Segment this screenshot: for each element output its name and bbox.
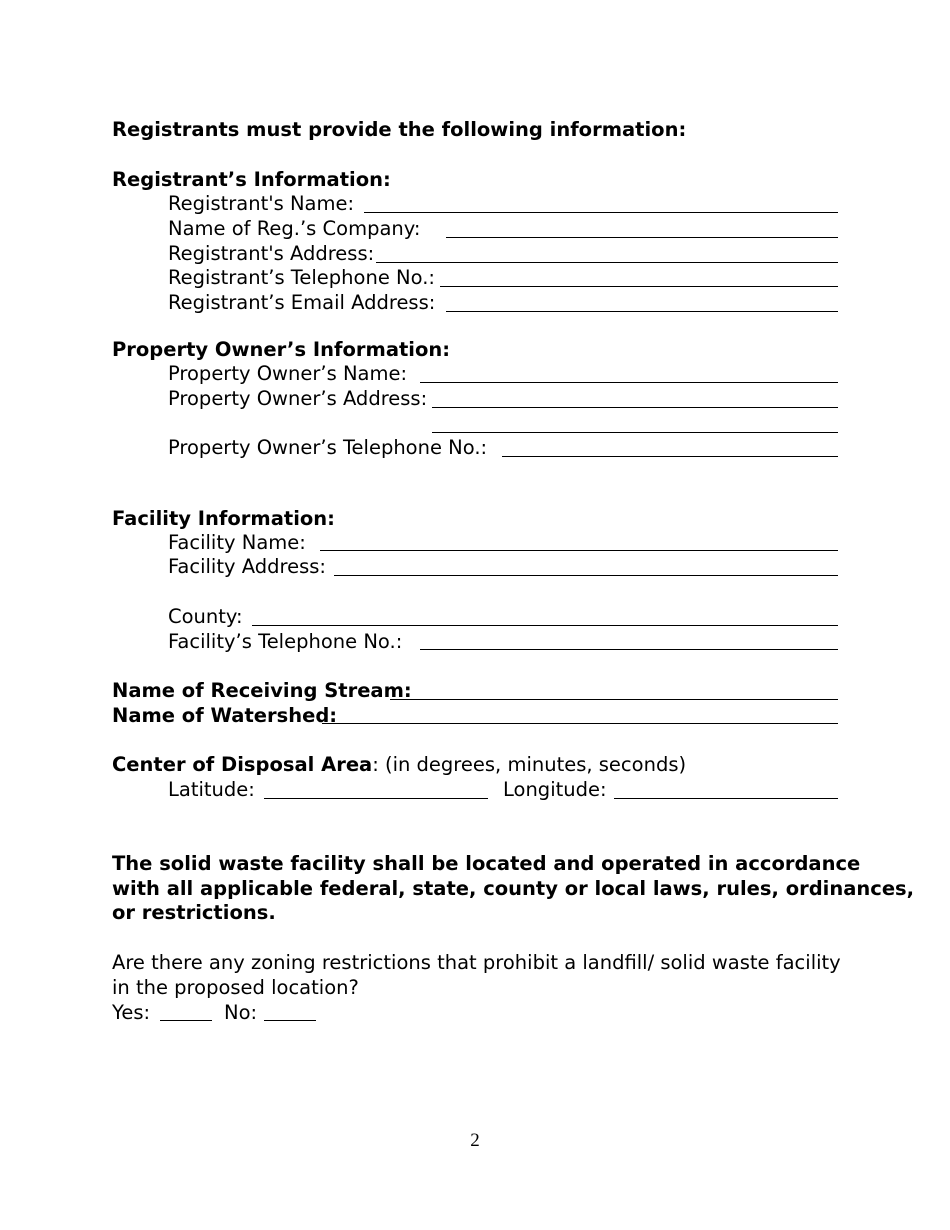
owner-name-field[interactable] [420,382,838,383]
latitude-label: Latitude: [168,778,255,801]
zoning-yes-field[interactable] [160,1020,212,1021]
registrant-email-field[interactable] [446,311,838,312]
zoning-yes-label: Yes: [112,1001,151,1024]
notice-line-1: The solid waste facility shall be located and operated in accordance [112,852,861,875]
zoning-no-label: No: [224,1001,258,1024]
page-number: 2 [470,1130,480,1151]
owner-address-field[interactable] [432,407,838,408]
zoning-question-line-1: Are there any zoning restrictions that prohibit a landfill/ solid waste facility [112,951,841,974]
form-heading: Registrants must provide the following information: [112,118,687,141]
registrant-address-field[interactable] [376,262,838,263]
notice-line-3: or restrictions. [112,901,276,924]
watershed-label: Name of Watershed: [112,704,338,727]
zoning-no-field[interactable] [264,1020,316,1021]
owner-address-label: Property Owner’s Address: [168,387,428,410]
registrant-name-field[interactable] [364,212,838,213]
facility-phone-field[interactable] [420,649,838,650]
zoning-question-line-2: in the proposed location? [112,976,359,999]
registrant-phone-field[interactable] [440,286,838,287]
registrant-company-label: Name of Reg.’s Company: [168,217,421,240]
disposal-area-title: Center of Disposal Area [112,753,373,776]
facility-section-title: Facility Information: [112,507,335,530]
registrant-address-label: Registrant's Address: [168,242,375,265]
owner-phone-label: Property Owner’s Telephone No.: [168,436,488,459]
watershed-field[interactable] [322,723,838,724]
registrant-section-title: Registrant’s Information: [112,168,391,191]
receiving-stream-label: Name of Receiving Stream: [112,679,412,702]
facility-name-field[interactable] [320,550,838,551]
owner-section-title: Property Owner’s Information: [112,338,451,361]
receiving-stream-field[interactable] [390,699,838,700]
owner-phone-field[interactable] [502,456,838,457]
owner-name-label: Property Owner’s Name: [168,362,408,385]
facility-county-field[interactable] [252,625,838,626]
facility-address-label: Facility Address: [168,555,326,578]
facility-county-label: County: [168,605,243,628]
latitude-field[interactable] [264,798,488,799]
disposal-area-subtitle: : (in degrees, minutes, seconds) [372,753,687,776]
disposal-area-heading [112,753,686,777]
longitude-field[interactable] [614,798,838,799]
longitude-label: Longitude: [503,778,607,801]
owner-address-field-line-2[interactable] [432,432,838,433]
notice-line-2: with all applicable federal, state, county or local laws, rules, ordinances, [112,877,915,900]
registrant-email-label: Registrant’s Email Address: [168,291,436,314]
facility-name-label: Facility Name: [168,531,306,554]
facility-phone-label: Facility’s Telephone No.: [168,630,403,653]
facility-address-field[interactable] [334,575,838,576]
registrant-name-label: Registrant's Name: [168,192,355,215]
registrant-phone-label: Registrant’s Telephone No.: [168,266,435,289]
registrant-company-field[interactable] [446,237,838,238]
